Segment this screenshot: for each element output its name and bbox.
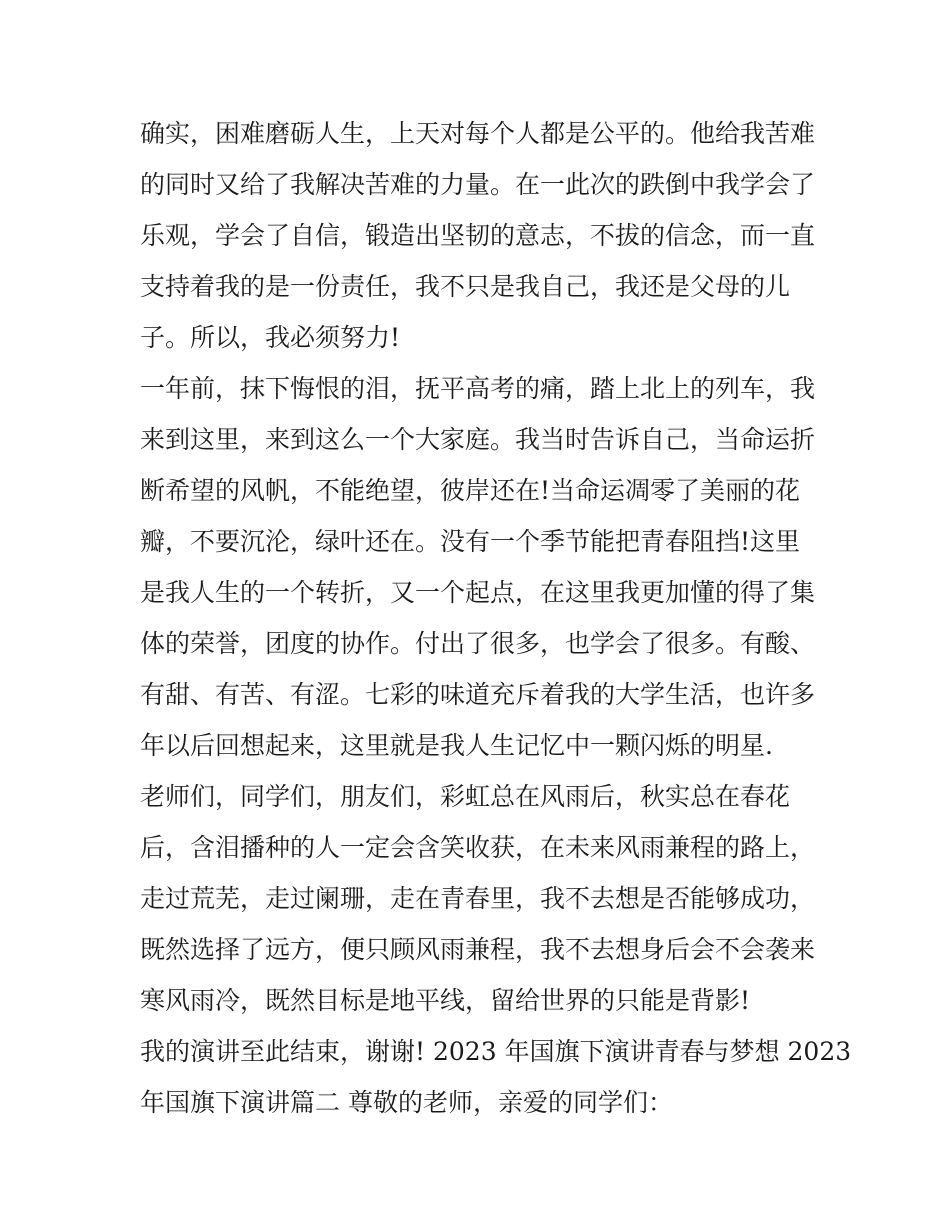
text-line-4: 支持着我的是一份责任，我不只是我自己，我还是父母的儿 bbox=[140, 272, 791, 301]
text-line-7: 来到这里，来到这么一个大家庭。我当时告诉自己，当命运折 bbox=[140, 425, 816, 454]
text-line-5: 子。所以，我必须努力! bbox=[140, 323, 401, 352]
text-line-14: 老师们，同学们，朋友们，彩虹总在风雨后，秋实总在春花 bbox=[140, 782, 791, 811]
text-line-17: 既然选择了远方，便只顾风雨兼程，我不去想身后会不会袭来 bbox=[140, 935, 816, 964]
text-line-6: 一年前，抹下悔恨的泪，抚平高考的痛，踏上北上的列车，我 bbox=[140, 374, 816, 403]
text-line-12: 有甜、有苦、有涩。七彩的味道充斥着我的大学生活，也许多 bbox=[140, 680, 816, 709]
text-line-19: 我的演讲至此结束，谢谢! 2023 年国旗下演讲青春与梦想 2023 bbox=[140, 1037, 852, 1066]
document-body bbox=[140, 108, 852, 1128]
text-line-15: 后，含泪播种的人一定会含笑收获，在未来风雨兼程的路上， bbox=[140, 833, 816, 862]
text-line-10: 是我人生的一个转折，又一个起点，在这里我更加懂的得了集 bbox=[140, 578, 816, 607]
text-line-3: 乐观，学会了自信，锻造出坚韧的意志，不拔的信念，而一直 bbox=[140, 221, 816, 250]
text-line-18: 寒风雨冷，既然目标是地平线，留给世界的只能是背影! bbox=[140, 986, 751, 1015]
text-line-8: 断希望的风帆，不能绝望，彼岸还在!当命运凋零了美丽的花 bbox=[140, 476, 801, 505]
text-line-2: 的同时又给了我解决苦难的力量。在一此次的跌倒中我学会了 bbox=[140, 170, 816, 199]
text-line-9: 瓣，不要沉沦，绿叶还在。没有一个季节能把青春阻挡!这里 bbox=[140, 527, 801, 556]
text-line-16: 走过荒芜，走过阑珊，走在青春里，我不去想是否能够成功， bbox=[140, 884, 816, 913]
text-line-13: 年以后回想起来，这里就是我人生记忆中一颗闪烁的明星. bbox=[140, 731, 773, 760]
text-line-1: 确实，困难磨砺人生，上天对每个人都是公平的。他给我苦难 bbox=[140, 119, 816, 148]
text-line-20: 年国旗下演讲篇二 尊敬的老师，亲爱的同学们： bbox=[140, 1088, 673, 1117]
text-line-11: 体的荣誉，团度的协作。付出了很多，也学会了很多。有酸、 bbox=[140, 629, 816, 658]
